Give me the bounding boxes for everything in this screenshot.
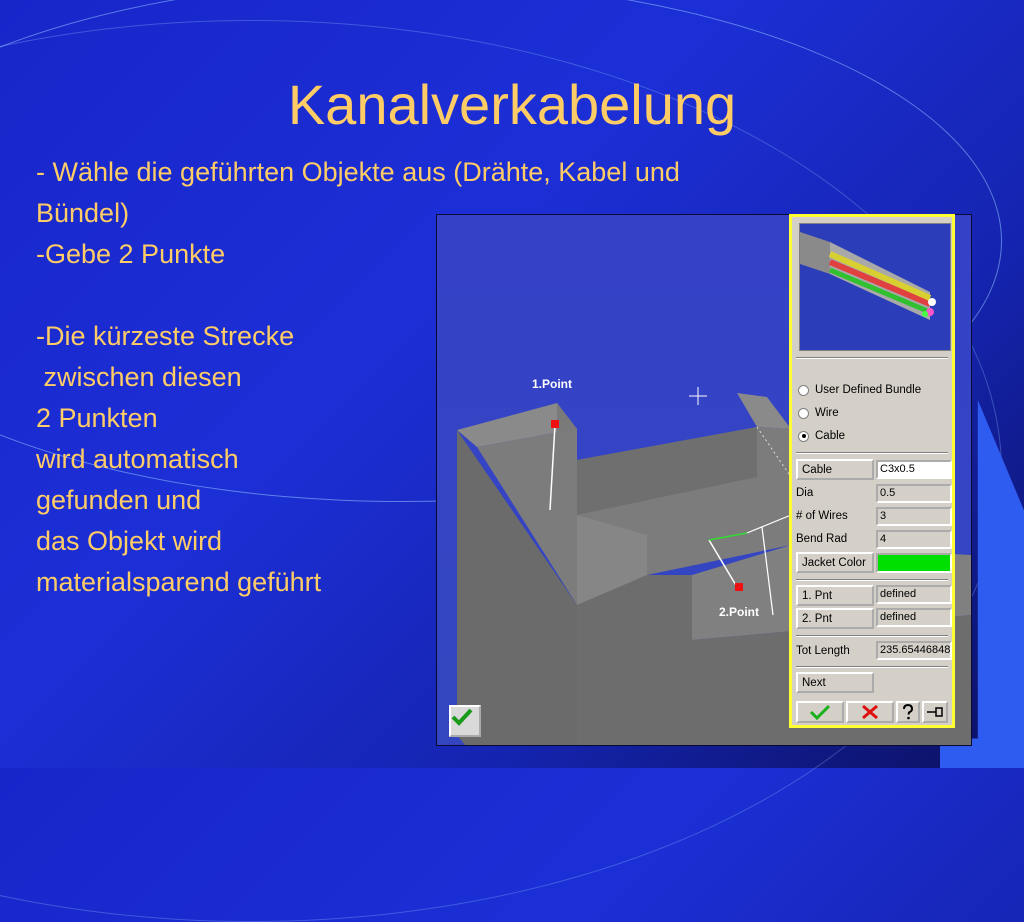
dia-field[interactable]: 0.5 [876,484,952,503]
body-line: das Objekt wird [36,526,223,556]
radio-cable[interactable] [798,431,809,442]
ok-button[interactable] [796,701,844,723]
point2-button[interactable]: 2. Pnt [796,608,874,629]
help-icon [900,704,916,720]
option-wire[interactable] [798,407,839,419]
option-label: User Defined Bundle [815,384,922,396]
point1-field: defined [876,585,952,604]
separator [796,357,948,359]
jacket-color-swatch[interactable] [876,553,952,573]
body-line: -Gebe 2 Punkte [36,239,226,269]
point2-field: defined [876,608,952,627]
cable-properties-panel [789,214,955,728]
body-line: wird automatisch [36,444,239,474]
option-user-defined-bundle[interactable] [798,384,921,396]
cable-button[interactable]: Cable [796,459,874,480]
radio-user-defined-bundle[interactable] [798,385,809,396]
jacket-color-button[interactable]: Jacket Color [796,552,874,573]
separator [796,666,948,668]
total-length-field: 235.65446848 [876,641,952,660]
point1-marker[interactable] [551,420,559,428]
bend-radius-label: Bend Rad [796,533,848,545]
radio-wire[interactable] [798,408,809,419]
separator [796,635,948,637]
body-line: 2 Punkten [36,403,158,433]
point1-label: 1.Point [532,377,573,391]
accept-button[interactable] [449,705,481,737]
cable-preview [799,223,951,351]
body-line: -Die kürzeste Strecke [36,321,295,351]
cross-icon [861,704,879,720]
next-button[interactable]: Next [796,672,874,693]
dia-label: Dia [796,487,814,499]
slide-title: Kanalverkabelung [287,73,737,136]
option-label: Wire [815,407,839,419]
option-cable[interactable] [798,430,845,442]
separator [796,452,948,454]
cancel-button[interactable] [846,701,894,723]
checkmark-icon [809,704,831,720]
pin-button[interactable] [922,701,948,723]
help-button[interactable] [896,701,920,723]
point1-button[interactable]: 1. Pnt [796,585,874,606]
body-line: zwischen diesen [36,362,242,392]
wires-field[interactable]: 3 [876,507,952,526]
total-length-label: Tot Length [796,645,850,657]
cable-preview-image [800,224,950,350]
option-label: Cable [815,430,846,442]
pin-icon [926,706,944,718]
body-line: - Wähle die geführten Objekte aus (Drähte, Kabel und [36,157,680,187]
point2-marker[interactable] [735,583,743,591]
body-line: Bündel) [36,198,130,228]
checkmark-icon [451,707,473,727]
cable-type-field[interactable]: C3x0.5 [876,460,952,479]
separator [796,579,948,581]
bend-radius-field[interactable]: 4 [876,530,952,549]
wires-label: # of Wires [796,510,848,522]
point2-label: 2.Point [719,605,760,619]
body-line: gefunden und [36,485,202,515]
body-line: materialsparend geführt [36,567,322,597]
